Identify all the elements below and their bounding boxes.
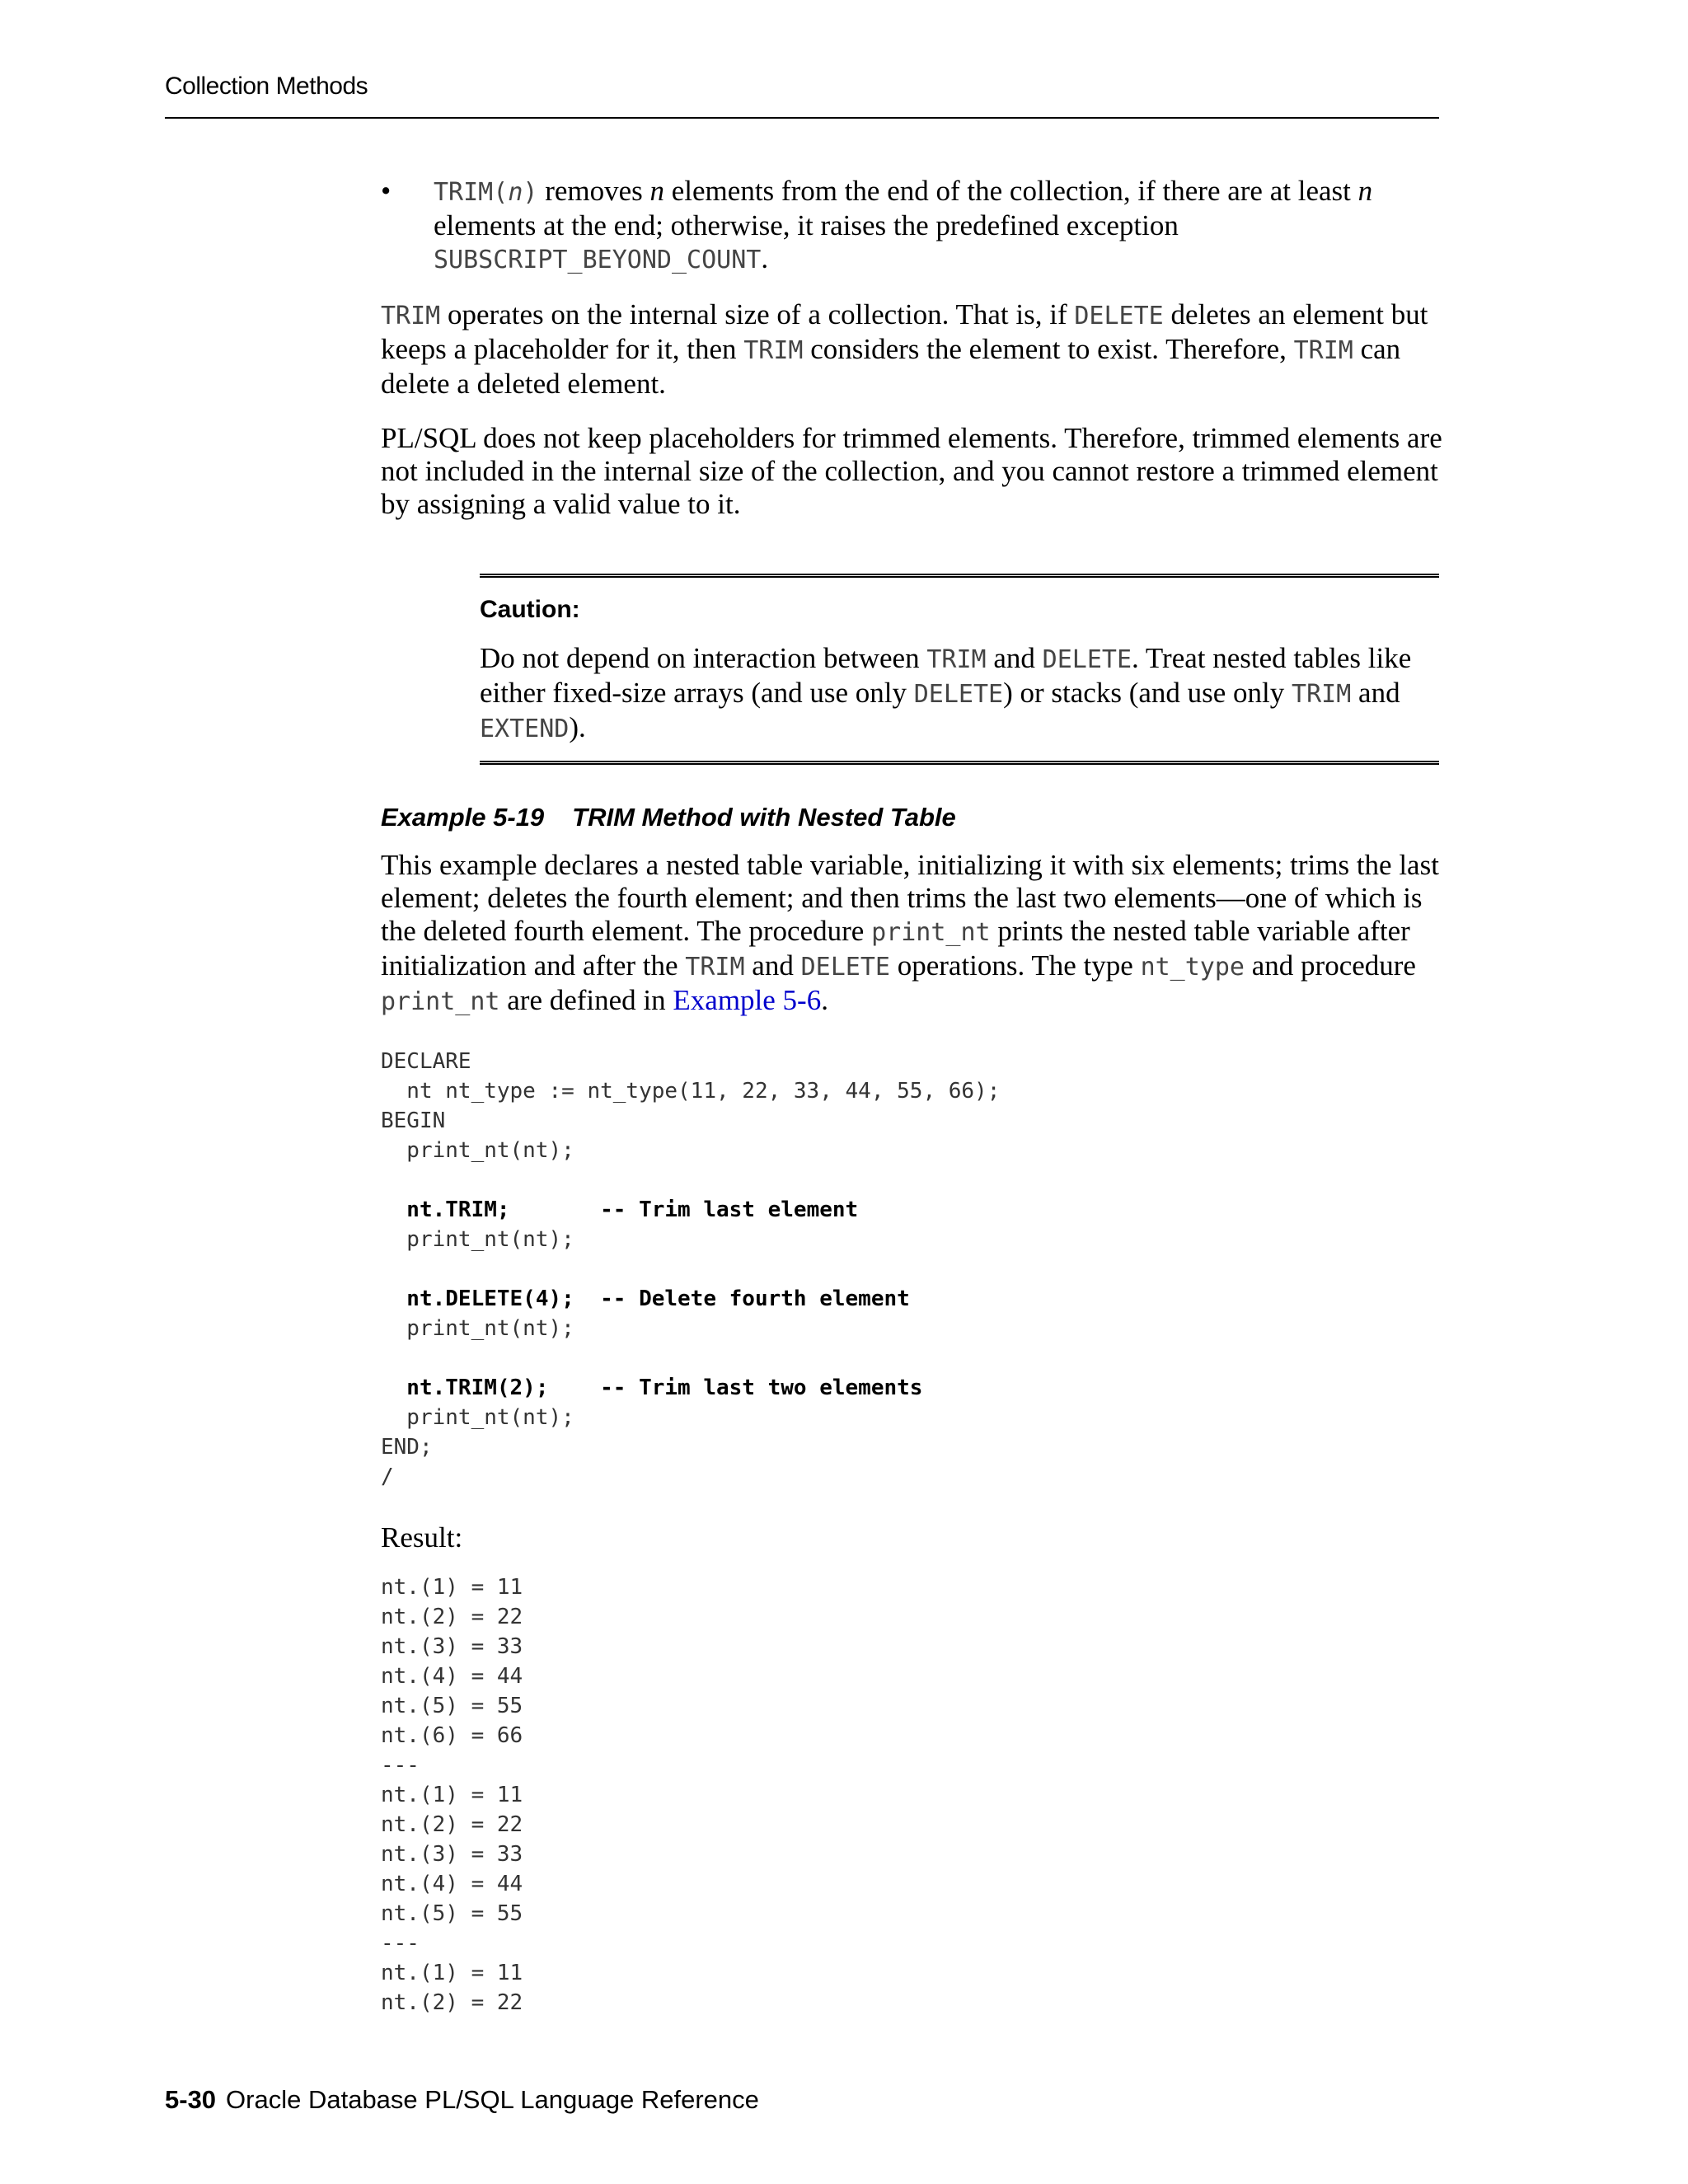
example-number: Example 5-19 [381,803,545,832]
page-number: 5-30 [165,2085,217,2114]
example-description: This example declares a nested table variable, initializing it with six elements; trims the last element; deletes the fourth element; and then trims the last two elements—one of which is the deleted fourth element. The procedure print_nt prints the nested table variable after initialization and after the TRIM and DELETE operations. The type nt_type and procedure print_nt are defined in Example 5-6. [381,849,1439,1016]
result-output: nt.(1) = 11 nt.(2) = 22 nt.(3) = 33 nt.(4) = 44 nt.(5) = 55 nt.(6) = 66 --- nt.(1) = 11 nt.(2) = 22 nt.(3) = 33 nt.(4) = 44 nt.(5) = 55 --- nt.(1) = 11 nt.(2) = 22 [381,1575,523,2015]
example-heading: TRIM Method with Nested Table [572,803,956,832]
page-footer [165,2085,759,2115]
example-5-6-link[interactable]: Example 5-6 [673,984,822,1016]
paragraph-placeholders: PL/SQL does not keep placeholders for trimmed elements. Therefore, trimmed elements are not included in the internal size of the collection, and you cannot restore a trimmed element by assigning a valid value to it. [381,422,1442,520]
result-label: Result: [381,1521,463,1554]
header-rule [165,117,1439,119]
page-body [381,175,1444,2018]
code-example: DECLARE nt nt_type := nt_type(11, 22, 33, 44, 55, 66); BEGIN print_nt(nt); nt.TRIM; -- Trim last element print_nt(nt); nt.DELETE(4); -- Delete fourth element print_nt(nt); nt.TRIM(2); -- Trim last two elements print_nt(nt); END; / [381,1049,1001,1489]
running-header: Collection Methods [165,73,368,100]
caution-box [480,574,1439,765]
paragraph-trim-internal-size: TRIM operates on the internal size of a collection. That is, if DELETE deletes an element but keeps a placeholder for it, then TRIM considers the element to exist. Therefore, TRIM can delete a deleted element. [381,298,1428,400]
book-title: Oracle Database PL/SQL Language Reference [226,2085,759,2114]
code-trim: TRIM(n) [434,178,538,207]
bullet-icon: • [381,175,392,207]
example-title [381,803,1444,832]
caution-title: Caution: [480,596,580,623]
bullet-item-trim: • TRIM(n) removes n elements from the end of the collection, if there are at least n elements at the end; otherwise, it raises the predefined exception SUBSCRIPT_BEYOND_COUNT. [381,175,1373,274]
caution-text: Do not depend on interaction between TRIM and DELETE. Treat nested tables like either fixed-size arrays (and use only DELETE) or stacks (and use only TRIM and EXTEND). [480,642,1412,743]
code-exception: SUBSCRIPT_BEYOND_COUNT [434,246,762,274]
